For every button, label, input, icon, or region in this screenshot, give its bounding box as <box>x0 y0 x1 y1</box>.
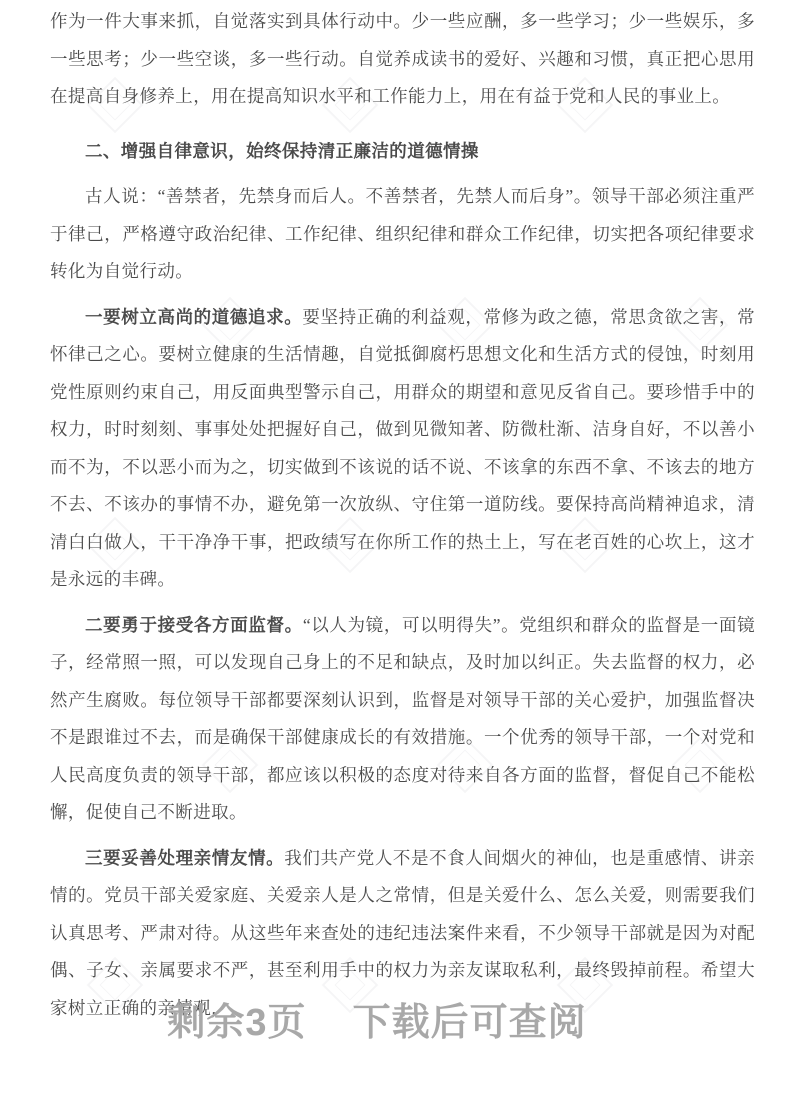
paragraph-continuation <box>50 3 755 116</box>
section-heading-text: 二、增强自律意识，始终保持清正廉洁的道德情操 <box>85 140 479 161</box>
paragraph-text: 我们共产党人不是不食人间烟火的神仙，也是重感情、讲亲情的。党员干部关爱家庭、关爱亲人是人之常情，但是关爱什么、怎么关爱，则需要我们认真思考、严肃对待。从这些年来查处的违纪违法案件来看，不少领导干部就是因为对配偶、子女、亲属要求不严，甚至利用手中的权力为亲友谋取私利，最终毁掉前程。希望大家树立正确的亲情观， <box>50 847 755 1018</box>
paragraph-quote <box>50 178 755 291</box>
pages-remaining-banner <box>0 1000 754 1046</box>
paragraph-lead-bold: 三要妥善处理亲情友情。 <box>85 847 285 868</box>
paragraph-text: 古人说：“善禁者，先禁身而后人。不善禁者，先禁人而后身”。领导干部必须注重严于律己，严格遵守政治纪律、工作纪律、组织纪律和群众工作纪律，切实把各项纪律要求转化为自觉行动。 <box>50 186 755 281</box>
paragraph-lead-bold: 一要树立高尚的道德追求。 <box>85 306 303 327</box>
paragraph-point-two <box>50 607 755 832</box>
paragraph-point-one <box>50 299 755 599</box>
paragraph-point-three <box>50 840 755 1028</box>
paragraph-text: 要坚持正确的利益观，常修为政之德，常思贪欲之害，常怀律己之心。要树立健康的生活情趣，自觉抵御腐朽思想文化和生活方式的侵蚀，时刻用党性原则约束自己，用反面典型警示自己，用群众的期望和意见反省自己。要珍惜手中的权力，时时刻刻、事事处处把握好自己，做到见微知著、防微杜渐、洁身自好，不以善小而不为，不以恶小而为之，切实做到不该说的话不说、不该拿的东西不拿、不该去的地方不去、不该办的事情不办，避免第一次放纵、守住第一道防线。要保持高尚精神追求，清清白白做人，干干净净干事，把政绩写在你所工作的热土上，写在老百姓的心坎上，这才是永远的丰碑。 <box>50 306 755 589</box>
paragraph-text: 作为一件大事来抓，自觉落实到具体行动中。少一些应酬，多一些学习；少一些娱乐，多一些思考；少一些空谈，多一些行动。自觉养成读书的爱好、兴趣和习惯，真正把心思用在提高自身修养上，用在提高知识水平和工作能力上，用在有益于党和人民的事业上。 <box>50 11 755 106</box>
download-hint-text: 下载后可查阅 <box>352 1002 587 1044</box>
section-heading <box>50 133 755 171</box>
paragraph-text: “以人为镜，可以明得失”。党组织和群众的监督是一面镜子，经常照一照，可以发现自己身上的不足和缺点，及时加以纠正。失去监督的权力，必然产生腐败。每位领导干部都要深刻认识到，监督是对领导干部的关心爱护，加强监督决不是跟谁过不去，而是确保干部健康成长的有效措施。一个优秀的领导干部，一个对党和人民高度负责的领导干部，都应该以积极的态度对待来自各方面的监督，督促自己不能松懈，促使自己不断进取。 <box>50 614 755 822</box>
pages-remaining-text: 剩余3页 <box>167 1002 307 1044</box>
paragraph-lead-bold: 二要勇于接受各方面监督。 <box>85 614 303 635</box>
